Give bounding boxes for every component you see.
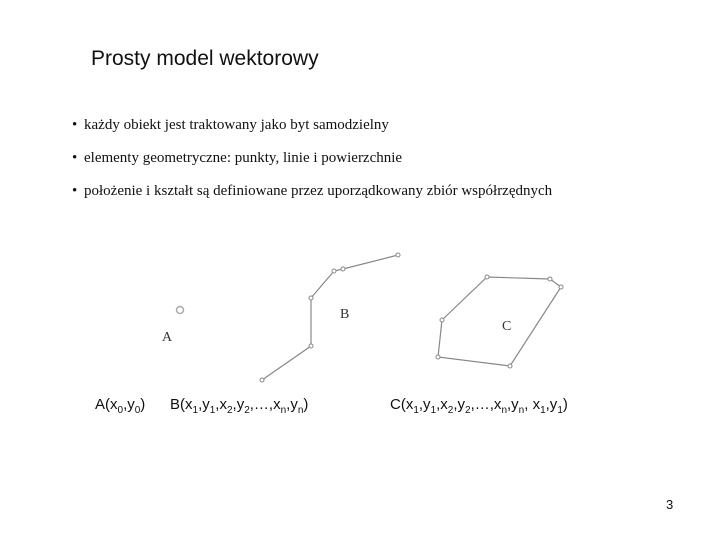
vertex: [548, 277, 552, 281]
label-a: A: [162, 330, 173, 345]
vertex: [396, 253, 400, 257]
line-b-vertices: [260, 253, 400, 382]
bullet-item: • każdy obiekt jest traktowany jako byt samodzielny: [72, 116, 632, 135]
vertex: [309, 296, 313, 300]
vertex: [332, 269, 336, 273]
line-b: [262, 255, 398, 380]
formula-a: $A(x_0,y_0)$: [95, 396, 146, 416]
vertex: [559, 285, 563, 289]
label-c: C: [502, 319, 512, 334]
vertex: [309, 344, 313, 348]
vertex: [436, 355, 440, 359]
polygon-c-vertices: [436, 275, 563, 368]
vertex: [485, 275, 489, 279]
formula-c: $C(x_1,y_1,x_2,y_2,\dots,x_n,y_n$, $x_1,y_1$): [390, 396, 568, 416]
label-b: B: [340, 307, 350, 322]
polygon-c: [438, 277, 561, 366]
vertex: [341, 267, 345, 271]
vertex: [260, 378, 264, 382]
vertex: [508, 364, 512, 368]
formula-b: $B(x_1,y_1,x_2,y_2,\dots,x_n,y_n)$: [170, 396, 309, 416]
page-number: 3: [666, 497, 674, 512]
slide-title: Prosty model wektorowy: [91, 47, 319, 70]
point-a: [177, 307, 184, 314]
bullet-item: • położenie i kształt są definiowane przez uporządkowany zbiór współrzędnych: [72, 182, 632, 201]
vertex: [440, 318, 444, 322]
bullet-item: • elementy geometryczne: punkty, linie i powierzchnie: [72, 149, 632, 168]
